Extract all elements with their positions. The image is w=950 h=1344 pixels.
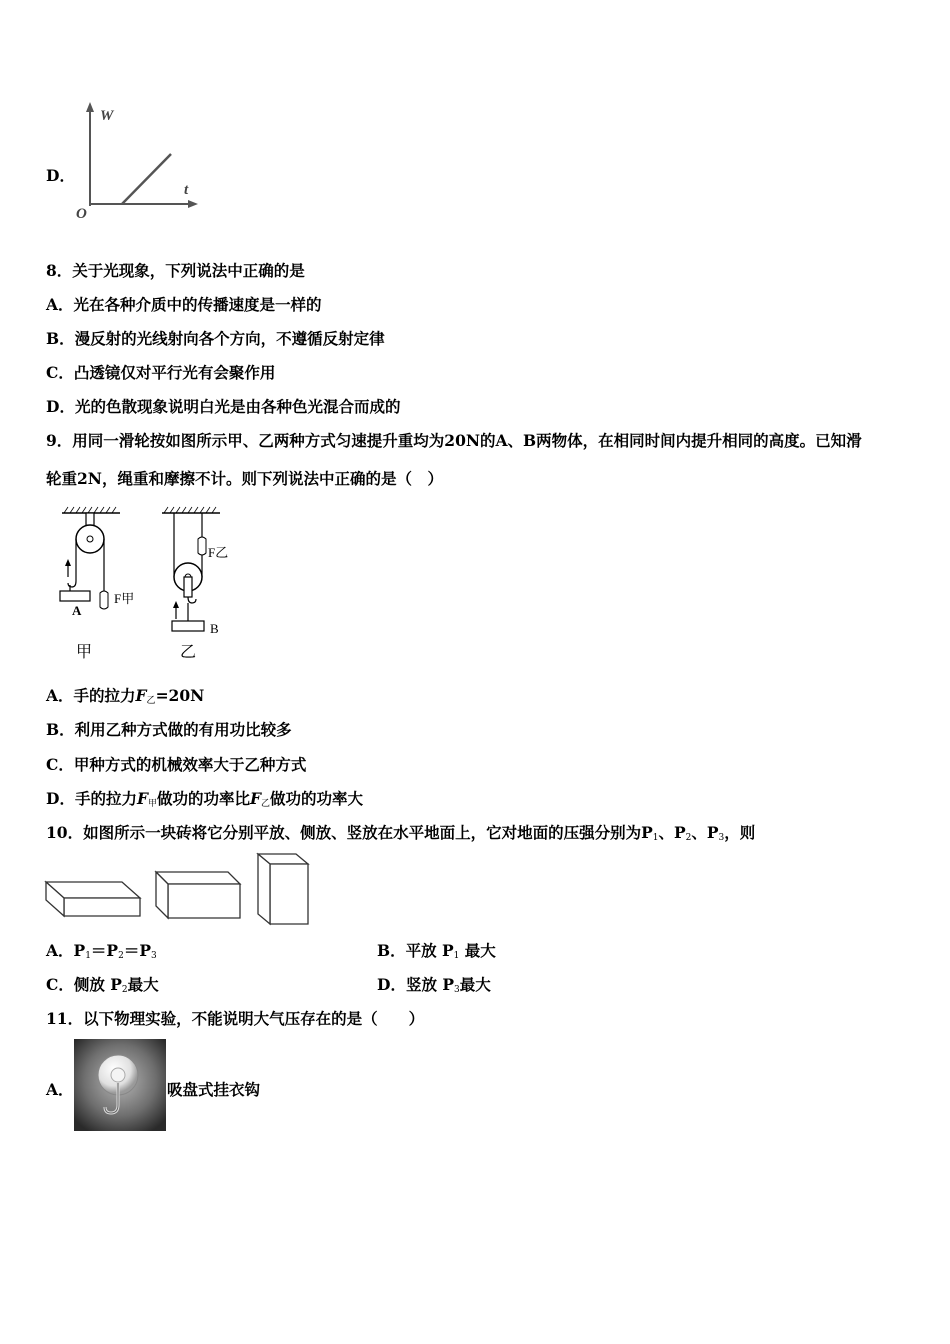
q9-option-d: D．手的拉力$F_甲$做功的功率比$F_乙$做功的功率大	[46, 789, 364, 809]
q8-option-a: A．光在各种介质中的传播速度是一样的	[46, 295, 322, 314]
pulley-figure	[56, 505, 256, 665]
w-t-line	[122, 154, 171, 204]
caption-yi: 乙	[180, 644, 197, 661]
q10-stem: 10．如图所示一块砖将它分别平放、侧放、竖放在水平地面上，它对地面的压强分别为$P_1$、$P_2$、$P_3$，则	[46, 823, 756, 843]
x-axis-label: t	[184, 182, 189, 198]
hand-jia	[100, 591, 108, 609]
y-axis-arrow	[86, 102, 94, 112]
caption-jia: 甲	[76, 644, 93, 661]
q9-option-b: B．利用乙种方式做的有用功比较多	[46, 720, 292, 739]
suction-hook-photo	[74, 1039, 166, 1131]
x-axis-arrow	[188, 200, 198, 208]
q9-stem-line1: 9．用同一滑轮按如图所示甲、乙两种方式匀速提升重均为20N的A、B两物体，在相同时间内提升相同的高度。已知滑	[46, 431, 862, 450]
origin-label: O	[76, 206, 87, 222]
q11-option-a-text: 吸盘式挂衣钩	[167, 1080, 261, 1099]
q8-stem: 8．关于光现象，下列说法中正确的是	[46, 261, 305, 280]
q8-option-c: C．凸透镜仅对平行光有会聚作用	[46, 363, 276, 382]
q10-option-a: A．$P_1=P_2=P_3$	[46, 941, 157, 961]
q10-option-c: C．侧放 $P_2$最大	[46, 975, 159, 995]
label-a: A	[72, 603, 82, 618]
q11-option-a-label: A．	[46, 1080, 74, 1099]
weight-b	[172, 621, 204, 631]
q9-option-a: A．手的拉力$F_乙=20N$	[46, 686, 205, 706]
w-t-graph	[70, 98, 210, 222]
y-axis-label: W	[100, 108, 114, 124]
q9-stem-line2: 轮重2N，绳重和摩擦不计。则下列说法中正确的是（ ）	[46, 469, 443, 488]
hand-yi	[198, 537, 206, 555]
brick-side	[156, 872, 240, 918]
brick-figure	[44, 852, 314, 928]
q11-stem: 11．以下物理实验，不能说明大气压存在的是（ ）	[46, 1009, 425, 1028]
q9-option-c: C．甲种方式的机械效率大于乙种方式	[46, 755, 307, 774]
brick-upright	[258, 854, 308, 924]
q7-option-d-label: D．	[46, 166, 75, 185]
q10-option-d: D．竖放 $P_3$最大	[377, 975, 491, 995]
q10-option-b: B．平放 $P_1$ 最大	[377, 941, 496, 961]
label-b: B	[210, 621, 219, 636]
q8-option-b: B．漫反射的光线射向各个方向，不遵循反射定律	[46, 329, 385, 348]
force-yi-label: F乙	[208, 545, 229, 560]
q8-option-d: D．光的色散现象说明白光是由各种色光混合而成的	[46, 397, 401, 416]
force-jia-label: F甲	[114, 591, 135, 606]
weight-a	[60, 591, 90, 601]
brick-flat	[46, 882, 140, 916]
